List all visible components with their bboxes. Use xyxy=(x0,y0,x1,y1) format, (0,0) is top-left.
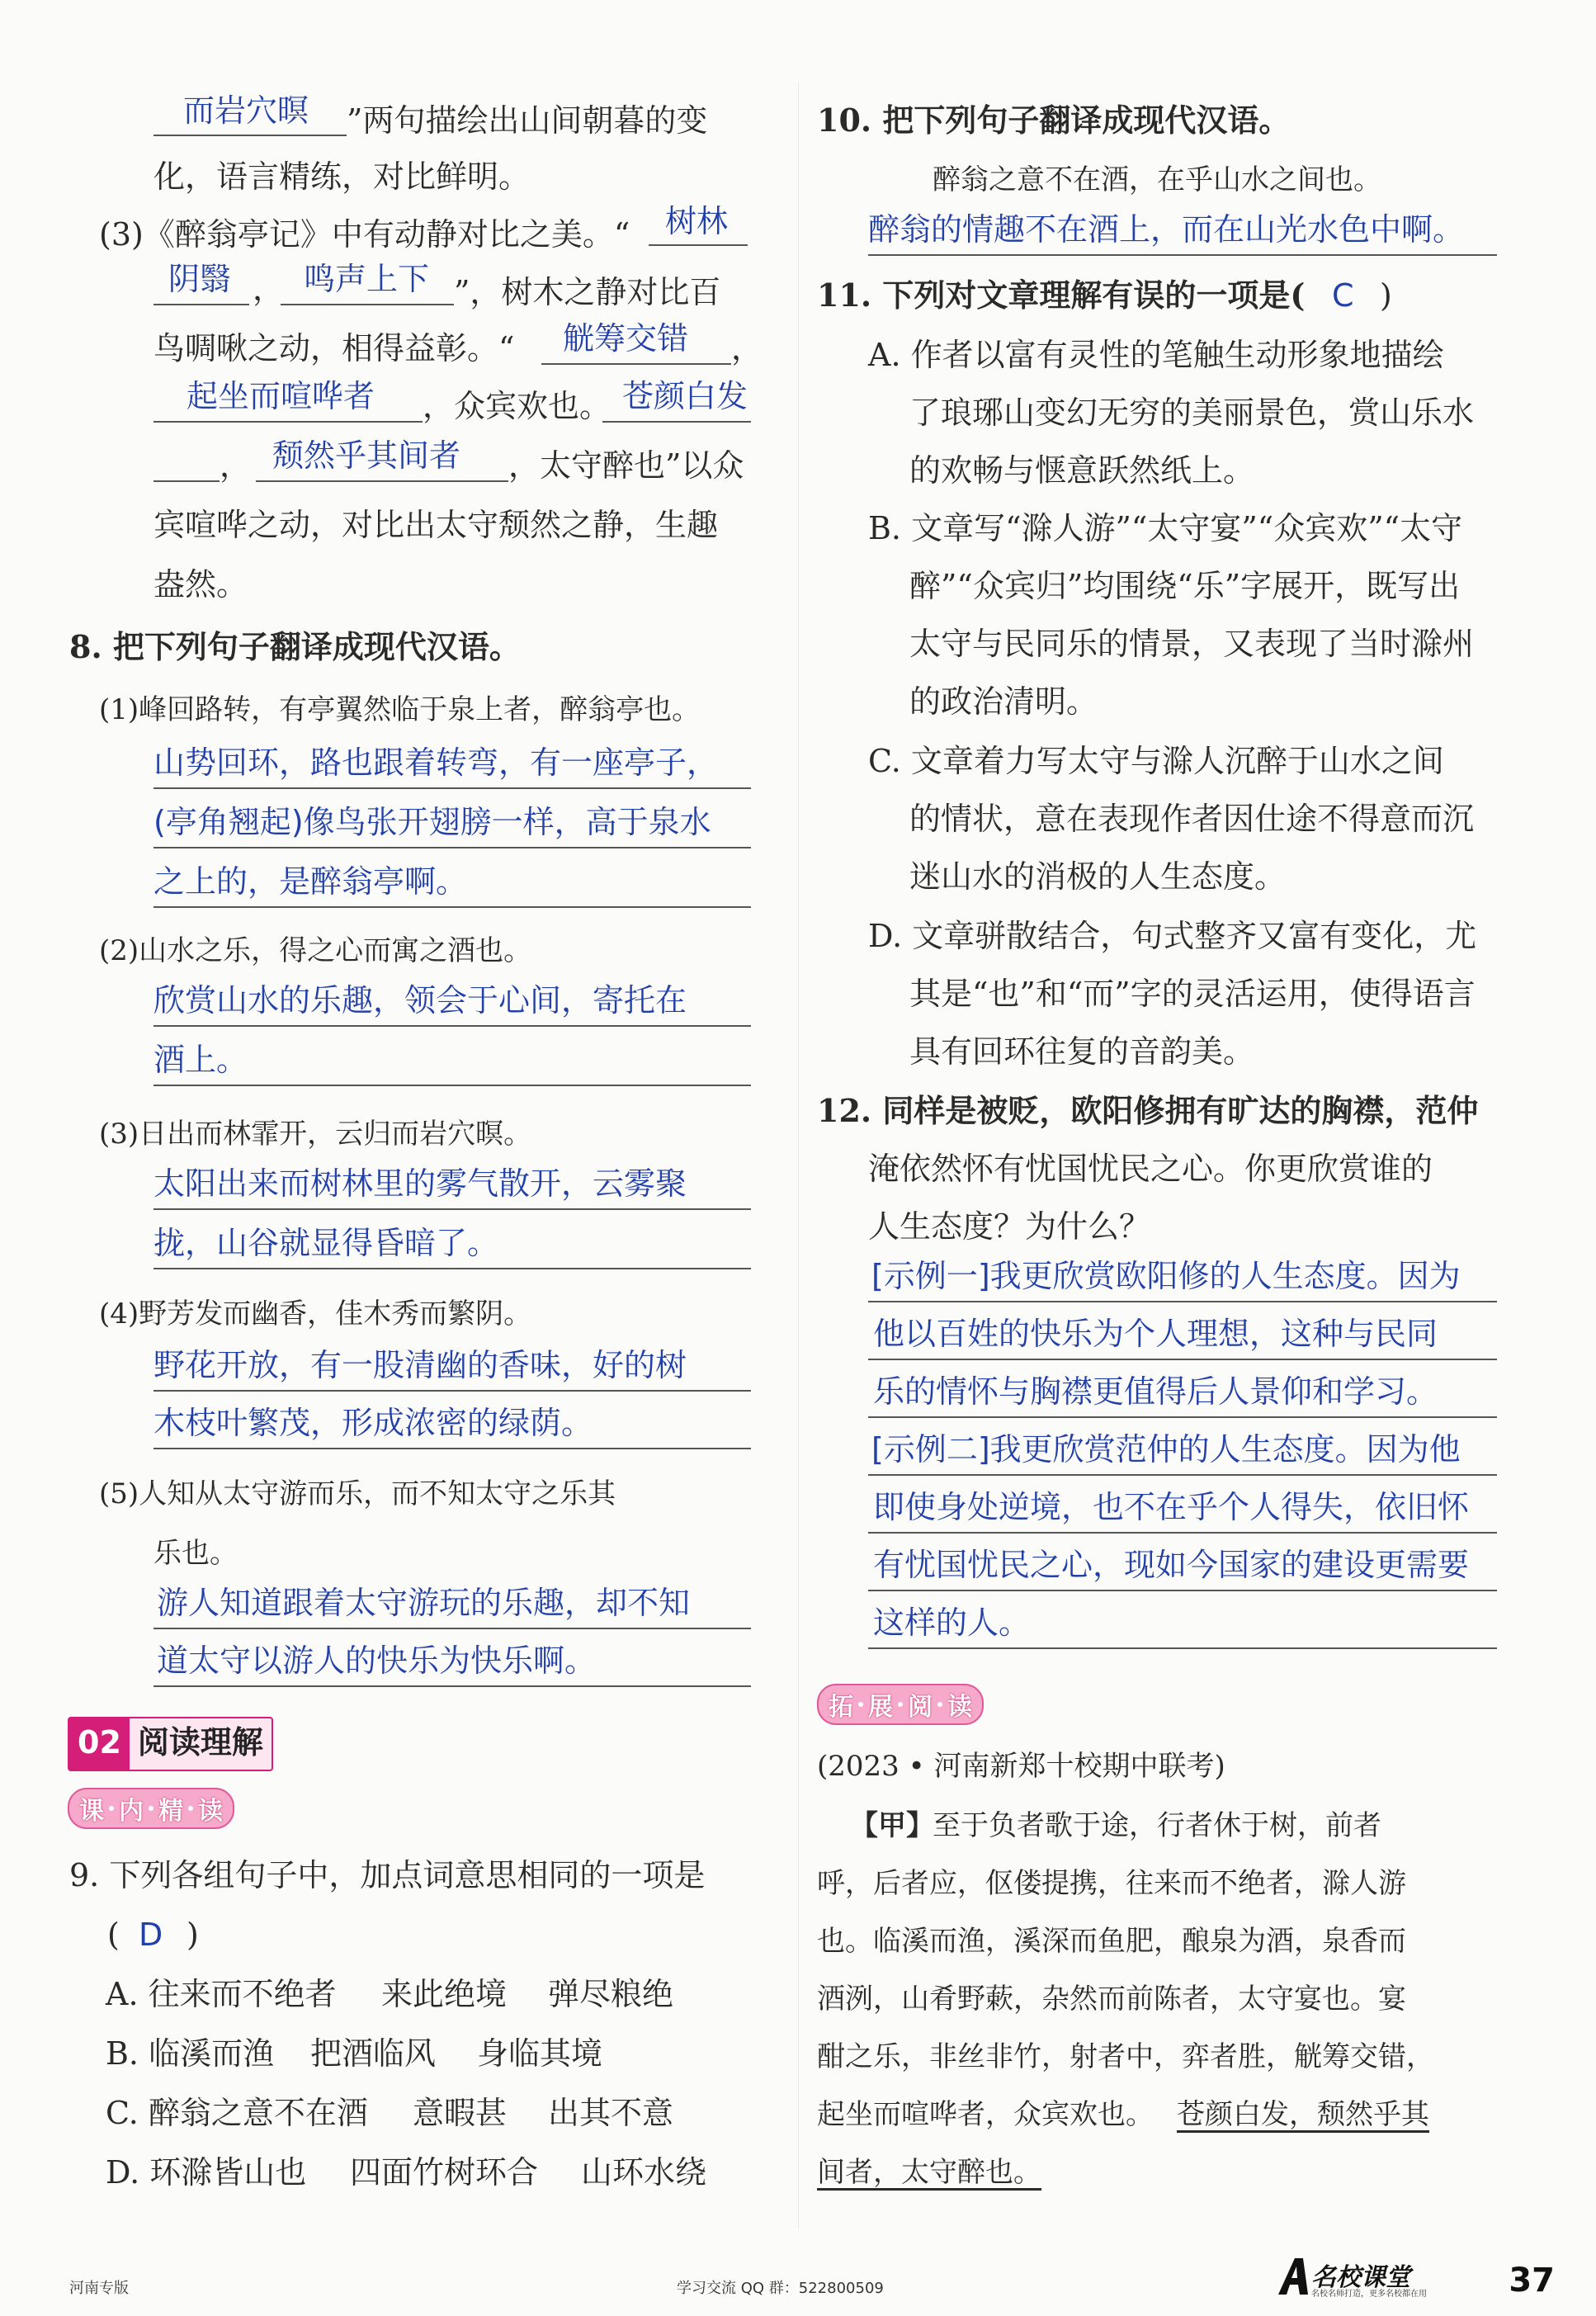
question-12: 12. 同样是被贬，欧阳修拥有旷达的胸襟，范仲 xyxy=(817,1092,1479,1129)
paren-close: ) xyxy=(187,1917,199,1953)
badge-char: 内 xyxy=(119,1797,144,1826)
q9-answer: D xyxy=(139,1917,163,1953)
q8-answer-line: 野花开放，有一股清幽的香味，好的树 xyxy=(153,1347,687,1383)
blank-line xyxy=(153,304,249,305)
q12-answer-line: 乐的情怀与胸襟更值得后人景仰和学习。 xyxy=(873,1373,1438,1410)
passage-underlined: 间者，太守醉也。 xyxy=(817,2156,1041,2189)
passage-line: 起坐而喧哗者，众宾欢也。 xyxy=(817,2098,1154,2131)
answer-blank: 起坐而喧哗者 xyxy=(187,378,375,414)
subsection-badge xyxy=(68,1788,234,1829)
q11-option-d: 具有回环往复的音韵美。 xyxy=(909,1033,1255,1070)
blank-line xyxy=(153,480,220,482)
badge-char: 课 xyxy=(79,1797,104,1826)
answer-line xyxy=(868,1590,1497,1591)
q11-answer: C xyxy=(1332,277,1354,314)
blank-line xyxy=(153,135,347,136)
passage-underlined: 苍颜白发，颓然乎其 xyxy=(1177,2098,1429,2131)
question-9-title: 9. 下列各组句子中，加点词意思相同的一项是 xyxy=(69,1857,706,1893)
q9-option-d-2: 四面竹树环合 xyxy=(350,2154,539,2191)
edition-label: 河南专版 xyxy=(69,2280,129,2297)
blank-line xyxy=(281,304,454,305)
q9-option-a-2: 来此绝境 xyxy=(381,1976,508,2012)
badge-char: 阅 xyxy=(908,1693,933,1722)
blank-line xyxy=(602,421,751,423)
q9-option-d: D. 环滁皆山也 xyxy=(106,2154,307,2191)
question-11-title: 11. 下列对文章理解有误的一项是( xyxy=(817,277,1306,314)
badge-dot xyxy=(898,1702,903,1707)
passage-line: 酒洌，山肴野蔌，杂然而前陈者，太守宴也。宴 xyxy=(817,1983,1406,2016)
q9-option-d-3: 山环水绕 xyxy=(581,2154,707,2191)
text-line: ”，树木之静对比百 xyxy=(454,274,721,310)
question-8-title: 8. 把下列句子翻译成现代汉语。 xyxy=(69,628,521,665)
q9-option-c-2: 意暇甚 xyxy=(413,2095,508,2131)
q11-option-b: 醉”“众宾归”均围绕“乐”字展开，既写出 xyxy=(909,568,1461,604)
badge-dot xyxy=(109,1806,114,1811)
section-number: 02 xyxy=(69,1718,130,1770)
q9-option-a-3: 弹尽粮绝 xyxy=(548,1976,674,2012)
answer-line xyxy=(153,1685,751,1687)
q9-option-b-3: 身临其境 xyxy=(477,2035,603,2072)
q11-option-c: 的情状，意在表现作者因仕途不得意而沉 xyxy=(909,801,1475,837)
badge-char: 精 xyxy=(158,1797,183,1826)
blank-line xyxy=(256,480,508,482)
answer-line xyxy=(153,1208,751,1210)
q8-answer-line: 道太守以游人的快乐为快乐啊。 xyxy=(157,1642,597,1679)
answer-blank: 鸣声上下 xyxy=(304,261,430,297)
answer-line xyxy=(868,1647,1497,1649)
answer-line xyxy=(153,847,751,848)
badge-char: 读 xyxy=(947,1693,972,1722)
answer-blank: 苍颜白发 xyxy=(622,378,748,414)
q8-item-2: (2)山水之乐，得之心而寓之酒也。 xyxy=(99,934,532,967)
q11-option-c: C. 文章着力写太守与滁人沉醉于山水之间 xyxy=(868,743,1444,779)
q11-option-b: 太守与民同乐的情景，又表现了当时滁州 xyxy=(909,626,1475,662)
question-12: 淹依然怀有忧国忧民之心。你更欣赏谁的 xyxy=(868,1151,1433,1187)
paren-open: ( xyxy=(107,1917,120,1953)
comma: ， xyxy=(220,447,252,484)
passage-line: 也。临溪而渔，溪深而鱼肥，酿泉为酒，泉香而 xyxy=(817,1925,1406,1958)
q12-answer-line: [示例一]我更欣赏欧阳修的人生态度。因为 xyxy=(871,1258,1461,1294)
brand-logo xyxy=(1275,2252,1440,2301)
q8-item-5: (5)人知从太守游而乐，而不知太守之乐其 xyxy=(99,1477,616,1510)
subsection-badge xyxy=(817,1684,984,1725)
section-title: 阅读理解 xyxy=(137,1724,263,1761)
text-line: ，众宾欢也。 xyxy=(423,388,611,424)
q11-option-d: 其是“也”和“而”字的灵活运用，使得语言 xyxy=(909,976,1476,1012)
passage-line: 至于负者歌于途，行者休于树，前者 xyxy=(933,1809,1381,1842)
q8-answer-line: 木枝叶繁茂，形成浓密的绿荫。 xyxy=(153,1405,593,1441)
badge-dot xyxy=(149,1806,153,1811)
page-number: 37 xyxy=(1509,2262,1555,2299)
q9-option-c-3: 出其不意 xyxy=(548,2095,674,2131)
q11-option-a: A. 作者以富有灵性的笔触生动形象地描绘 xyxy=(868,337,1444,373)
q9-option-c: C. 醉翁之意不在酒 xyxy=(106,2095,368,2131)
q8-answer-line: 山势回环，路也跟着转弯，有一座亭子， xyxy=(153,744,719,781)
q11-option-a: 了琅琊山变幻无穷的美丽景色，赏山乐水 xyxy=(909,395,1475,431)
comma: ， xyxy=(253,271,285,307)
answer-blank: 颓然乎其间者 xyxy=(272,437,461,474)
badge-dot xyxy=(937,1702,942,1707)
question-12: 人生态度？为什么？ xyxy=(868,1208,1151,1245)
q8-answer-line: 之上的，是醉翁亭啊。 xyxy=(153,863,468,900)
badge-dot xyxy=(188,1806,193,1811)
passage-label: 【甲】 xyxy=(850,1809,934,1842)
q11-option-c: 迷山水的消极的人生态度。 xyxy=(909,858,1287,895)
text-line: ”两句描绘出山间朝暮的变 xyxy=(347,102,708,139)
blank-line xyxy=(541,363,731,365)
q12-answer-line: 即使身处逆境，也不在乎个人得失，依旧怀 xyxy=(873,1489,1470,1525)
answer-line xyxy=(153,1025,751,1027)
q9-option-b-2: 把酒临风 xyxy=(310,2035,437,2072)
q10-answer: 醉翁的情趣不在酒上，而在山光水色中啊。 xyxy=(868,211,1465,248)
badge-char: 读 xyxy=(198,1797,223,1826)
q8-answer-line: (亭角翘起)像鸟张开翅膀一样，高于泉水 xyxy=(153,804,711,840)
answer-line xyxy=(153,787,751,789)
q12-answer-line: [示例二]我更欣赏范仲的人生态度。因为他 xyxy=(871,1431,1461,1468)
logo-subtext: 名校名师打造，更多名校都在用 xyxy=(1311,2290,1427,2299)
answer-line xyxy=(868,1301,1497,1302)
q8-answer-line: 太阳出来而树林里的雾气散开，云雾聚 xyxy=(153,1165,687,1202)
q8-item-3: (3)日出而林霏开，云归而岩穴暝。 xyxy=(99,1118,532,1151)
answer-blank: 而岩穴暝 xyxy=(183,92,309,129)
text-line: 盎然。 xyxy=(153,566,248,603)
text-line: 鸟啁啾之动，相得益彰。“ xyxy=(153,330,515,366)
answer-line xyxy=(868,1474,1497,1476)
paren-close: ) xyxy=(1380,277,1392,314)
answer-line xyxy=(868,1532,1497,1534)
badge-char: 拓 xyxy=(829,1693,853,1722)
text-line: ，太守醉也”以众 xyxy=(508,447,744,484)
text-line: (3)《醉翁亭记》中有动静对比之美。“ xyxy=(99,216,630,253)
answer-line xyxy=(153,1085,751,1086)
q11-option-d: D. 文章骈散结合，句式整齐又富有变化，尤 xyxy=(868,918,1477,954)
passage-line: 呼，后者应，伛偻提携，往来而不绝者，滁人游 xyxy=(817,1867,1406,1900)
source-note: (2023 • 河南新郑十校期中联考) xyxy=(817,1750,1225,1783)
answer-line xyxy=(868,1416,1497,1418)
q12-answer-line: 他以百姓的快乐为个人理想，这种与民同 xyxy=(873,1316,1438,1352)
q8-answer-line: 欣赏山水的乐趣，领会于心间，寄托在 xyxy=(153,982,687,1019)
answer-blank: 阴翳 xyxy=(168,261,232,297)
logo-text: 名校课堂 xyxy=(1311,2263,1410,2292)
answer-line xyxy=(868,254,1497,256)
q10-sentence: 醉翁之意不在酒，在乎山水之间也。 xyxy=(933,163,1381,196)
blank-line xyxy=(153,421,423,423)
answer-blank: 树林 xyxy=(665,203,729,239)
q11-option-b: 的政治清明。 xyxy=(909,683,1098,720)
q8-answer-line: 拢，山谷就显得昏暗了。 xyxy=(153,1225,499,1261)
answer-line xyxy=(868,1359,1497,1360)
q8-item-1: (1)峰回路转，有亭翼然临于泉上者，醉翁亭也。 xyxy=(99,693,701,726)
q8-answer-line: 酒上。 xyxy=(153,1042,248,1078)
q9-option-b: B. 临溪而渔 xyxy=(106,2035,275,2072)
text-line: 宾喧哗之动，对比出太守颓然之静，生趣 xyxy=(153,507,719,543)
comma: ， xyxy=(731,330,763,366)
q12-answer-line: 有忧国忧民之心，现如今国家的建设更需要 xyxy=(873,1547,1470,1583)
q8-answer-line: 游人知道跟着太守游玩的乐趣，却不知 xyxy=(157,1585,691,1621)
q11-option-b: B. 文章写“滁人游”“太守宴”“众宾欢”“太守 xyxy=(868,510,1463,546)
passage-line: 酣之乐，非丝非竹，射者中，弈者胜，觥筹交错， xyxy=(817,2040,1434,2073)
badge-char: 展 xyxy=(868,1693,893,1722)
answer-line xyxy=(153,906,751,908)
answer-line xyxy=(153,1390,751,1392)
answer-line xyxy=(153,1268,751,1269)
q9-option-a: A. 往来而不绝者 xyxy=(106,1976,337,2012)
q12-answer-line: 这样的人。 xyxy=(873,1605,1031,1641)
answer-blank: 觥筹交错 xyxy=(563,320,689,357)
column-divider xyxy=(798,83,799,2229)
answer-line xyxy=(153,1448,751,1449)
qq-group: 学习交流 QQ 群：522800509 xyxy=(677,2280,884,2297)
blank-line xyxy=(649,244,748,246)
q8-item-4: (4)野芳发而幽香，佳木秀而繁阴。 xyxy=(99,1297,532,1331)
question-10-title: 10. 把下列句子翻译成现代汉语。 xyxy=(817,102,1291,139)
q11-option-a: 的欢畅与惬意跃然纸上。 xyxy=(909,452,1255,489)
badge-dot xyxy=(858,1702,863,1707)
q8-item-5-cont: 乐也。 xyxy=(153,1537,238,1570)
section-header xyxy=(68,1717,273,1771)
answer-line xyxy=(153,1628,751,1629)
text-line: 化，语言精练，对比鲜明。 xyxy=(153,158,531,195)
